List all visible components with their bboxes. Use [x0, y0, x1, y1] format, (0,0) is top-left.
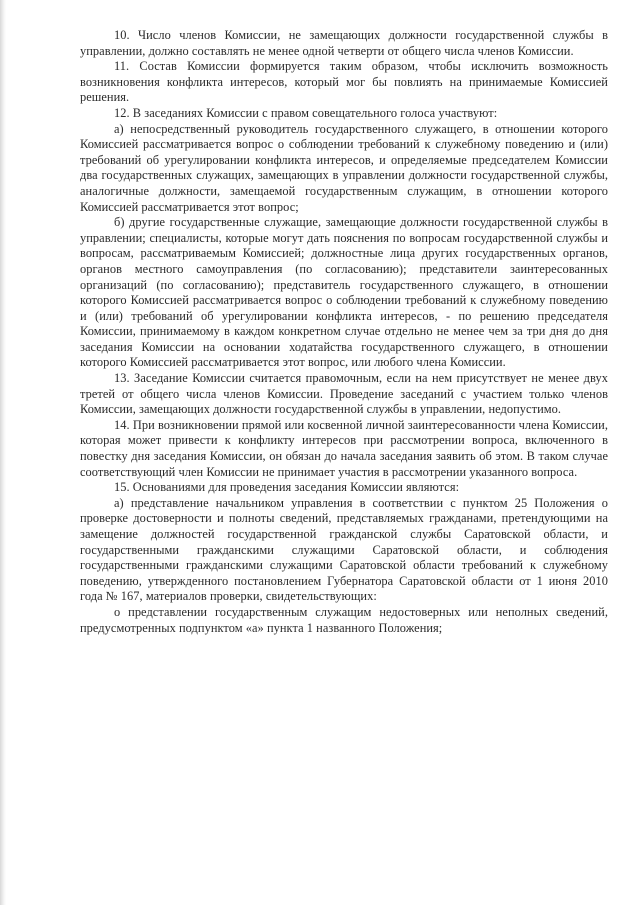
- paragraph-14: 14. При возникновении прямой или косвенной личной заинтересованности члена Комиссии, которая может привести к конфликту интересов при рассмотрении вопроса, включенного в повестку дня заседания Комиссии, он обязан до начала заседания заявить об этом. В таком случае соответствующий член Комиссии не принимает участия в рассмотрении указанного вопроса.: [80, 417, 608, 479]
- document-page: [80, 28, 608, 636]
- scan-shadow-edge: [0, 0, 6, 905]
- paragraph-11: 11. Состав Комиссии формируется таким образом, чтобы исключить возможность возникновения конфликта интересов, который мог бы повлиять на принимаемые Комиссией решения.: [80, 59, 608, 105]
- paragraph-12: 12. В заседаниях Комиссии с правом совещательного голоса участвуют:: [114, 105, 498, 120]
- paragraph-15-a-item-1: о представлении государственным служащим недостоверных или неполных сведений, предусмотренных подпунктом «а» пункта 1 названного Положения;: [80, 604, 608, 635]
- paragraph-13: 13. Заседание Комиссии считается правомочным, если на нем присутствует не менее двух третей от общего числа членов Комиссии. Проведение заседаний с участием только членов Комиссии, замещающих должности государственной службы в управлении, недопустимо.: [80, 371, 608, 417]
- paragraph-12-a: а) непосредственный руководитель государственного служащего, в отношении которого Комиссией рассматривается вопрос о соблюдении требований к служебному поведению и (или) требований об урегулировании конфликта интересов, и определяемые председателем Комиссии два государственных служащих, замещающих в управлении должности государственной службы, аналогичные должности, замещаемой государственным служащим, в отношении которого Комиссией рассматривается этот вопрос;: [80, 121, 608, 214]
- paragraph-12-b: б) другие государственные служащие, замещающие должности государственной службы в управлении; специалисты, которые могут дать пояснения по вопросам государственной службы и вопросам, рассматриваемым Комиссией; должностные лица других государственных органов, органов местного самоуправления (по согласованию); представители заинтересованных организаций (по согласованию); представитель государственного служащего, в отношении которого Комиссией рассматривается вопрос о соблюдении требований к служебному поведению и (или) требований об урегулировании конфликта интересов, - по решению председателя Комиссии, принимаемому в каждом конкретном случае отдельно не менее чем за три дня до дня заседания Комиссии на основании ходатайства государственного служащего, в отношении которого Комиссией рассматривается этот вопрос, или любого члена Комиссии.: [80, 215, 608, 370]
- paragraph-15-a: а) представление начальником управления в соответствии с пунктом 25 Положения о проверке достоверности и полноты сведений, представляемых гражданами, претендующими на замещение должностей государственной гражданской службы Саратовской области, и государственными гражданскими служащими Саратовской области, и соблюдения государственными гражданскими служащими Саратовской области требований к служебному поведению, утвержденного постановлением Губернатора Саратовской области от 1 июня 2010 года № 167, материалов проверки, свидетельствующих:: [80, 495, 608, 604]
- paragraph-10: 10. Число членов Комиссии, не замещающих должности государственной службы в управлении, должно составлять не менее одной четверти от общего числа членов Комиссии.: [80, 28, 608, 58]
- paragraph-15: 15. Основаниями для проведения заседания Комиссии являются:: [114, 480, 460, 495]
